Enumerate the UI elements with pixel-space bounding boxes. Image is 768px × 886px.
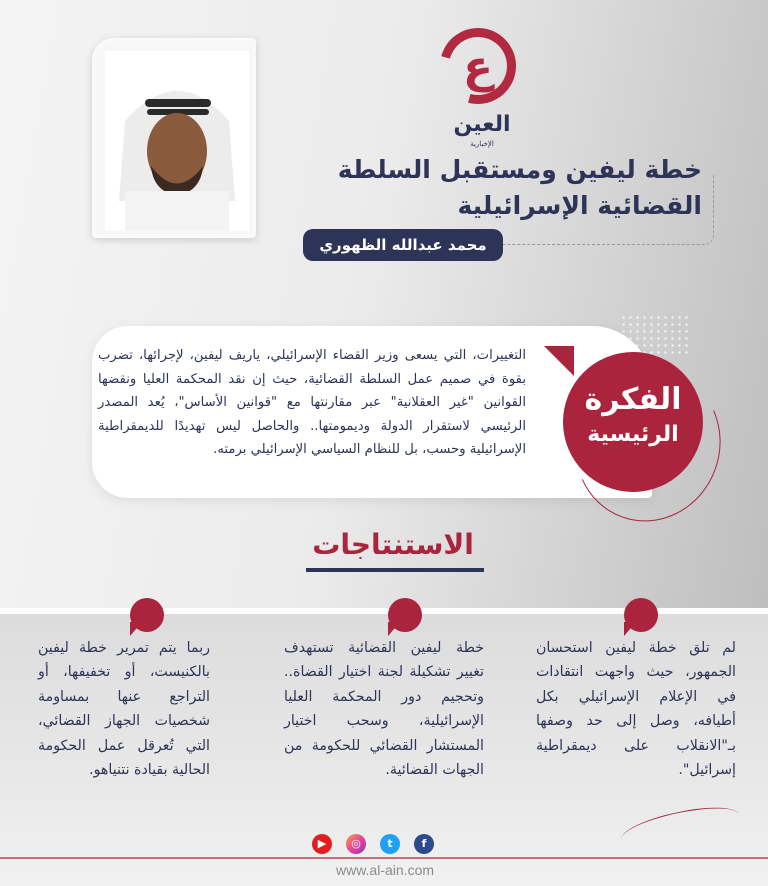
conclusion-item-1: لم تلق خطة ليفين استحسان الجمهور، حيث واجهت انتقادات في الإعلام الإسرائيلي بكل أطيافه، وصل إلى حد وصفها بـ"الانقلاب على ديمقراطية إسرائيل".: [536, 640, 736, 779]
title-line-1: خطة ليفين ومستقبل السلطة: [337, 155, 702, 184]
logo-glyph: ع: [462, 42, 494, 93]
website-link[interactable]: www.al-ain.com: [335, 862, 435, 878]
speech-bubble-icon: [130, 598, 164, 638]
title-line-2: القضائية الإسرائيلية: [457, 191, 702, 220]
conclusions-underline: [306, 568, 484, 572]
main-idea-label: [563, 380, 703, 450]
main-idea-pointer: [544, 346, 574, 376]
conclusion-item-2: خطة ليفين القضائية تستهدف تغيير تشكيلة لجنة اختيار القضاة.. وتحجيم دور المحكمة العليا الإسرائيلية، وسحب اختيار المستشار القضائي للحكومة من الجهات القضائية.: [284, 640, 484, 779]
author-portrait-icon: [105, 51, 249, 231]
youtube-icon[interactable]: ▶: [312, 834, 332, 854]
logo-subtitle: الإخبارية: [470, 140, 494, 148]
speech-bubble-icon: [624, 598, 658, 638]
al-ain-logo: [432, 28, 522, 158]
main-idea-label-line-1: الفكرة: [584, 382, 682, 417]
facebook-icon[interactable]: f: [414, 834, 434, 854]
instagram-icon[interactable]: ◎: [346, 834, 366, 854]
main-idea-text: التغييرات، التي يسعى وزير القضاء الإسرائيلي، ياريف ليفين، لإجرائها، تضرب بقوة في صميم عمل السلطة القضائية، حيث إن نقد المحكمة العليا ونقضها القوانين "غير العقلانية" عبر مقارنتها مع "قوانين الأساس"، يُعد المصدر الرئيسي لاستقرار الدولة وديمومتها.. والحاصل ليس تهديدًا للديمقراطية الإسرائيلية وحسب، بل للنظام السياسي الإسرائيلي برمته.: [98, 348, 526, 457]
twitter-icon[interactable]: t: [380, 834, 400, 854]
author-badge: محمد عبدالله الظهوري: [303, 229, 503, 261]
footer-divider: [0, 857, 768, 859]
conclusions-heading: الاستنتاجات: [312, 528, 474, 561]
speech-bubble-icon: [388, 598, 422, 638]
logo-name: العين: [453, 112, 511, 137]
conclusion-item-3: ربما يتم تمرير خطة ليفين بالكنيست، أو تخفيفها، أو التراجع عنها بمساومة شخصيات الجهاز القضائي، التي تُعرقل عمل الحكومة الحالية بقيادة نتنياهو.: [38, 640, 210, 779]
social-links: [312, 834, 434, 854]
page-title: [322, 152, 702, 224]
main-idea-label-line-2: الرئيسية: [587, 422, 679, 447]
author-photo: [105, 51, 243, 225]
author-photo-frame: [92, 38, 256, 238]
